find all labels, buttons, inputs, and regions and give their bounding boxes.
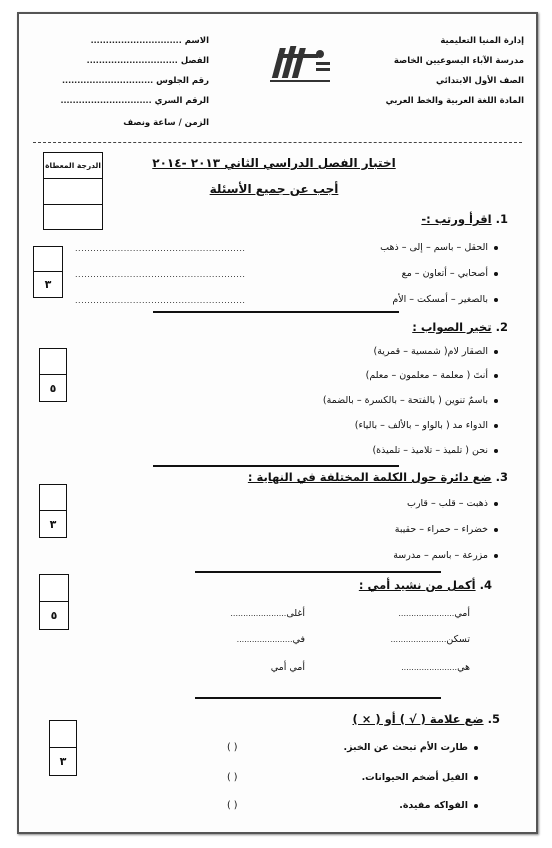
directorate-name: إدارة المنيا التعليمية — [440, 36, 524, 46]
answer-bracket[interactable]: ( ) — [227, 772, 238, 783]
answer-line: ........................................................ — [75, 244, 246, 253]
list-item: خضراء – حمراء – حقيبة — [395, 524, 498, 535]
list-item: باسمٌ تنوين ( بالفتحة – بالكسرة – بالضمة) — [323, 395, 498, 406]
question-5-score: ٣ — [59, 755, 67, 768]
list-item: مزرعة – باسم – مدرسة — [393, 550, 498, 561]
list-item: الفيل أضخم الحيوانات. — [362, 772, 478, 783]
section-divider — [195, 571, 441, 573]
list-item: الفواكه مفيدة. — [399, 800, 478, 811]
question-1-score: ٣ — [44, 278, 52, 291]
seat-number-field: رقم الجلوس .............................. — [62, 76, 209, 86]
section-divider — [153, 465, 399, 467]
list-item: ذهبت – قلب – قارب — [407, 498, 498, 509]
school-name: مدرسة الآباء اليسوعيين الخاصة — [393, 56, 524, 66]
list-item: الصقار لام( شمسية – قمرية) — [373, 346, 498, 357]
answer-line: ........................................................ — [75, 270, 246, 279]
question-3-score-box — [39, 484, 67, 538]
school-logo-icon — [264, 40, 336, 88]
poem-row: تسكن...................... — [390, 634, 470, 645]
list-item: أنتَ ( معلمة – معلمون – معلم) — [366, 370, 498, 381]
question-3-title: 3. ضع دائرة حول الكلمة المختلفة في النهاية : — [247, 470, 508, 484]
poem-row: أمي أمي — [270, 662, 305, 673]
question-4-title: 4. أكمل من نشيد أمي : — [358, 578, 492, 592]
grade-box-cell — [44, 179, 102, 205]
class-field: الفصل .............................. — [86, 56, 209, 66]
grade-level: الصف الأول الابتدائي — [436, 76, 524, 86]
header-divider — [33, 142, 522, 143]
question-1-score-box — [33, 246, 63, 298]
exam-instruction: أجب عن جميع الأسئلة — [209, 182, 339, 196]
question-1-title: 1. اقرأ ورتب :- — [421, 212, 508, 226]
question-5-score-box — [49, 720, 77, 776]
question-2-score-box — [39, 348, 67, 402]
section-divider — [153, 311, 399, 313]
name-field: الاسم .............................. — [90, 36, 209, 46]
question-3-score: ٣ — [49, 517, 57, 531]
exam-title: اختبار الفصل الدراسي الثاني ٢٠١٣ -٢٠١٤ — [152, 156, 396, 170]
question-4-score-box — [39, 574, 69, 630]
subject-name: المادة اللغة العربية والخط العربي — [385, 96, 524, 106]
list-item: أصحابي – أتعاون – مع — [402, 268, 498, 279]
total-grade-box — [43, 152, 103, 230]
question-5-title: 5. ضع علامة ( √ ) أو ( × ) — [352, 712, 500, 726]
poem-row: أمي...................... — [398, 608, 470, 619]
answer-line: ........................................................ — [75, 296, 246, 305]
list-item: بالصغير – أمسكت – الأم — [392, 294, 498, 305]
poem-row: هي...................... — [401, 662, 470, 673]
list-item: طارت الأم تبحث عن الخبز. — [343, 742, 478, 753]
answer-bracket[interactable]: ( ) — [227, 800, 238, 811]
exam-duration: الزمن / ساعة ونصف — [123, 118, 209, 128]
grade-box-label: الدرجة المعطاة — [44, 153, 102, 179]
exam-sheet — [17, 12, 538, 834]
question-4-score: ٥ — [50, 609, 58, 622]
poem-row: أغلى...................... — [230, 608, 305, 619]
list-item: الدواء مد ( بالواو – بالألف – بالياء) — [355, 420, 498, 431]
question-2-score: ٥ — [49, 381, 57, 395]
section-divider — [195, 697, 441, 699]
poem-row: في...................... — [236, 634, 305, 645]
answer-bracket[interactable]: ( ) — [227, 742, 238, 753]
question-2-title: 2. تخير الصواب : — [412, 320, 508, 334]
grade-box-cell — [44, 205, 102, 229]
list-item: نحن ( تلميذ – تلاميذ – تلميذة) — [372, 445, 498, 456]
list-item: الحقل – باسم – إلى – ذهب — [380, 242, 498, 253]
secret-number-field: الرقم السري .............................. — [60, 96, 209, 106]
